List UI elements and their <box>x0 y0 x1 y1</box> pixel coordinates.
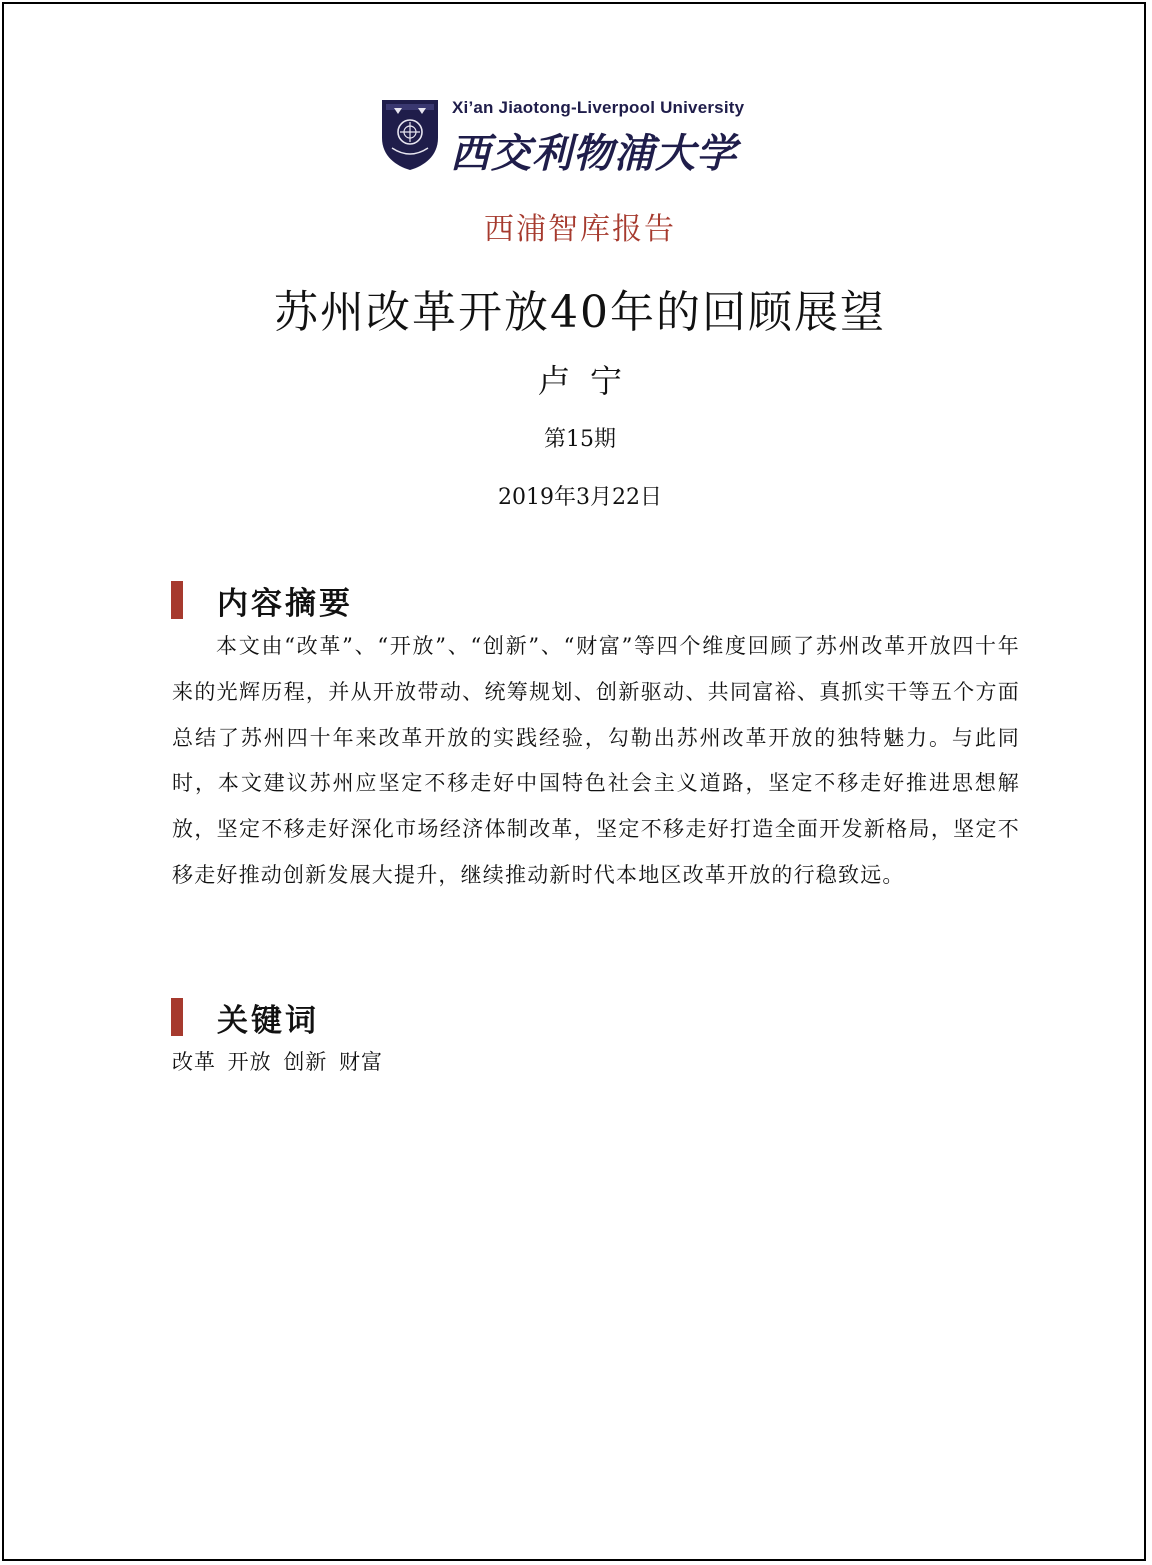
keywords-heading-label: 关键词 <box>217 1002 319 1039</box>
report-title: 苏州改革开放40年的回顾展望 <box>274 287 886 338</box>
keywords-section-heading <box>171 997 319 1037</box>
report-issue: 第15期 <box>544 427 616 452</box>
abstract-body: 本文由“改革”、“开放”、“创新”、“财富”等四个维度回顾了苏州改革开放四十年来的光辉历程，并从开放带动、统筹规划、创新驱动、共同富裕、真抓实干等五个方面总结了苏州四十年来改革开放的实践经验，勾勒出苏州改革开放的独特魅力。与此同时，本文建议苏州应坚定不移走好中国特色社会主义道路，坚定不移走好推进思想解放，坚定不移走好深化市场经济体制改革，坚定不移走好打造全面开发新格局，坚定不移走好推动创新发展大提升，继续推动新时代本地区改革开放的行稳致远。 <box>172 634 1020 887</box>
report-author: 卢宁 <box>537 362 642 400</box>
report-series-name: 西浦智库报告 <box>484 212 676 247</box>
report-date: 2019年3月22日 <box>498 485 662 510</box>
abstract-heading-label: 内容摘要 <box>217 585 353 622</box>
abstract-section-heading <box>171 580 353 620</box>
university-logo <box>380 98 780 177</box>
keywords-list: 改革 开放 创新 财富 <box>172 1050 384 1074</box>
university-chinese-name: 西交利物浦大学 <box>450 130 737 177</box>
university-shield-icon <box>380 98 440 172</box>
university-english-name: Xi’an Jiaotong-Liverpool University <box>452 98 745 117</box>
page-frame <box>2 2 1146 1561</box>
heading-accent-bar <box>171 998 183 1036</box>
heading-accent-bar <box>171 581 183 619</box>
